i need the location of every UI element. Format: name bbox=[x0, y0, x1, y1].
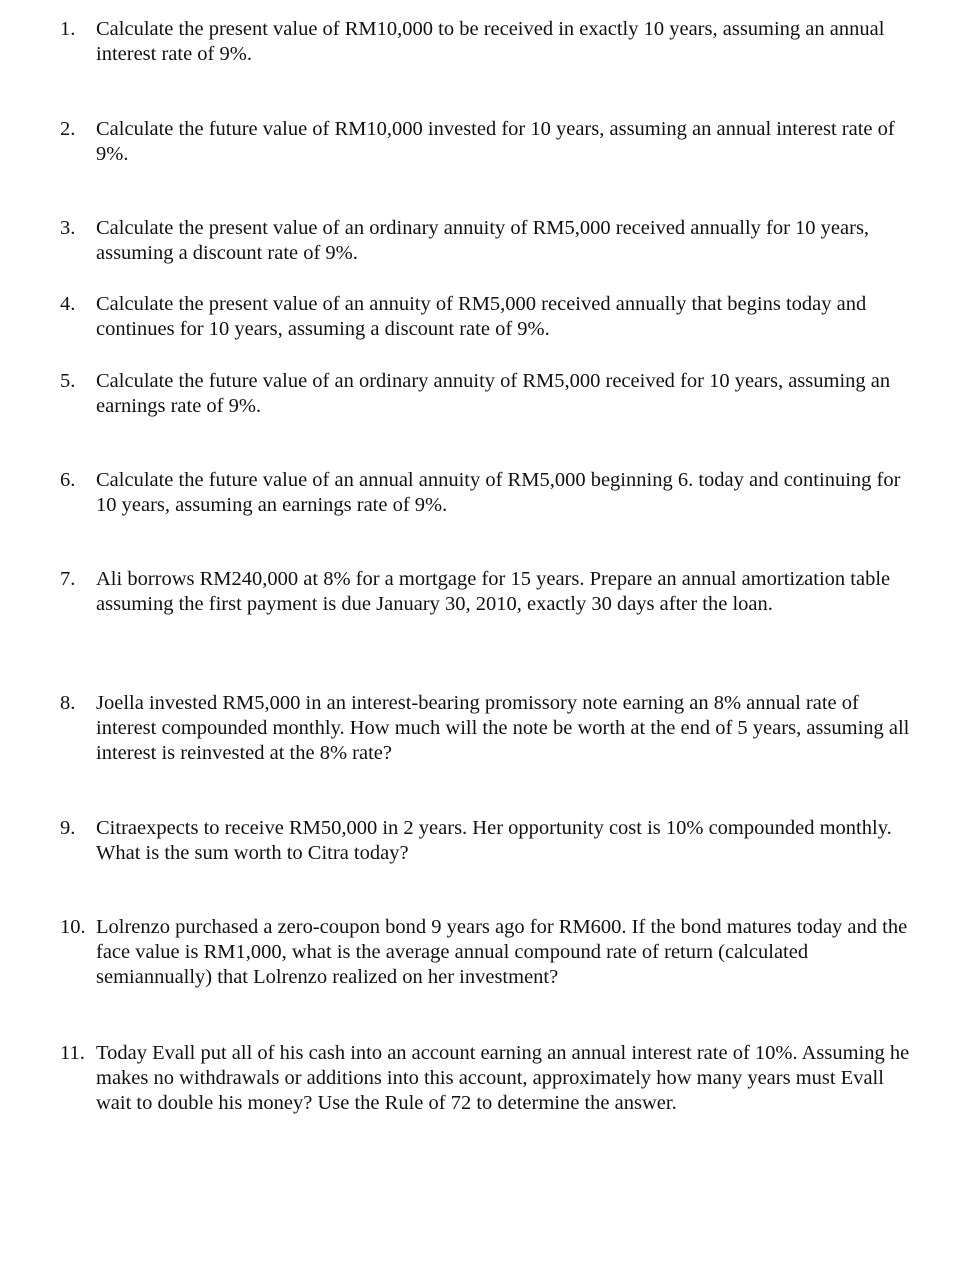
question-item bbox=[60, 292, 910, 342]
question-item bbox=[60, 915, 910, 990]
question-text: Calculate the present value of an ordinary annuity of RM5,000 received annually for 10 years, assuming a discount rate of 9%. bbox=[96, 217, 870, 264]
question-text: Calculate the present value of an annuity of RM5,000 received annually that begins today and continues for 10 years, assuming a discount rate of 9%. bbox=[96, 293, 867, 340]
question-number: 3. bbox=[60, 217, 76, 239]
question-text: Ali borrows RM240,000 at 8% for a mortgage for 15 years. Prepare an annual amortization table assuming the first payment is due January 30, 2010, exactly 30 days after the loan. bbox=[96, 568, 891, 615]
question-text: Calculate the future value of an annual annuity of RM5,000 beginning 6. today and continuing for 10 years, assuming an earnings rate of 9%. bbox=[96, 469, 901, 516]
question-item bbox=[60, 1041, 910, 1116]
question-number: 11. bbox=[60, 1042, 85, 1064]
question-text: Citraexpects to receive RM50,000 in 2 years. Her opportunity cost is 10% compounded monthly. What is the sum worth to Citra today? bbox=[96, 817, 892, 864]
question-number: 1. bbox=[60, 18, 76, 40]
question-item bbox=[60, 691, 910, 766]
question-text: Today Evall put all of his cash into an account earning an annual interest rate of 10%. Assuming he makes no withdrawals or additions into this account, approximately how many years must Evall wait to double his money? Use the Rule of 72 to determine the answer. bbox=[96, 1042, 910, 1114]
question-text: Joella invested RM5,000 in an interest-bearing promissory note earning an 8% annual rate of interest compounded monthly. How much will the note be worth at the end of 5 years, assuming all interest is reinvested at the 8% rate? bbox=[96, 692, 910, 764]
question-number: 7. bbox=[60, 568, 76, 590]
question-text: Lolrenzo purchased a zero-coupon bond 9 years ago for RM600. If the bond matures today and the face value is RM1,000, what is the average annual compound rate of return (calculated semiannually) that Lolrenzo realized on her investment? bbox=[96, 916, 908, 988]
question-item bbox=[60, 468, 910, 518]
question-number: 5. bbox=[60, 370, 76, 392]
question-number: 2. bbox=[60, 118, 76, 140]
question-text: Calculate the future value of an ordinary annuity of RM5,000 received for 10 years, assuming an earnings rate of 9%. bbox=[96, 370, 891, 417]
question-text: Calculate the present value of RM10,000 to be received in exactly 10 years, assuming an annual interest rate of 9%. bbox=[96, 18, 885, 65]
question-item bbox=[60, 816, 910, 866]
question-item bbox=[60, 216, 910, 266]
question-number: 10. bbox=[60, 916, 86, 938]
question-item bbox=[60, 17, 910, 67]
question-number: 6. bbox=[60, 469, 76, 491]
question-text: Calculate the future value of RM10,000 invested for 10 years, assuming an annual interest rate of 9%. bbox=[96, 118, 895, 165]
question-item bbox=[60, 369, 910, 419]
question-item bbox=[60, 117, 910, 167]
question-number: 8. bbox=[60, 692, 76, 714]
question-number: 4. bbox=[60, 293, 76, 315]
question-item bbox=[60, 567, 910, 617]
question-number: 9. bbox=[60, 817, 76, 839]
